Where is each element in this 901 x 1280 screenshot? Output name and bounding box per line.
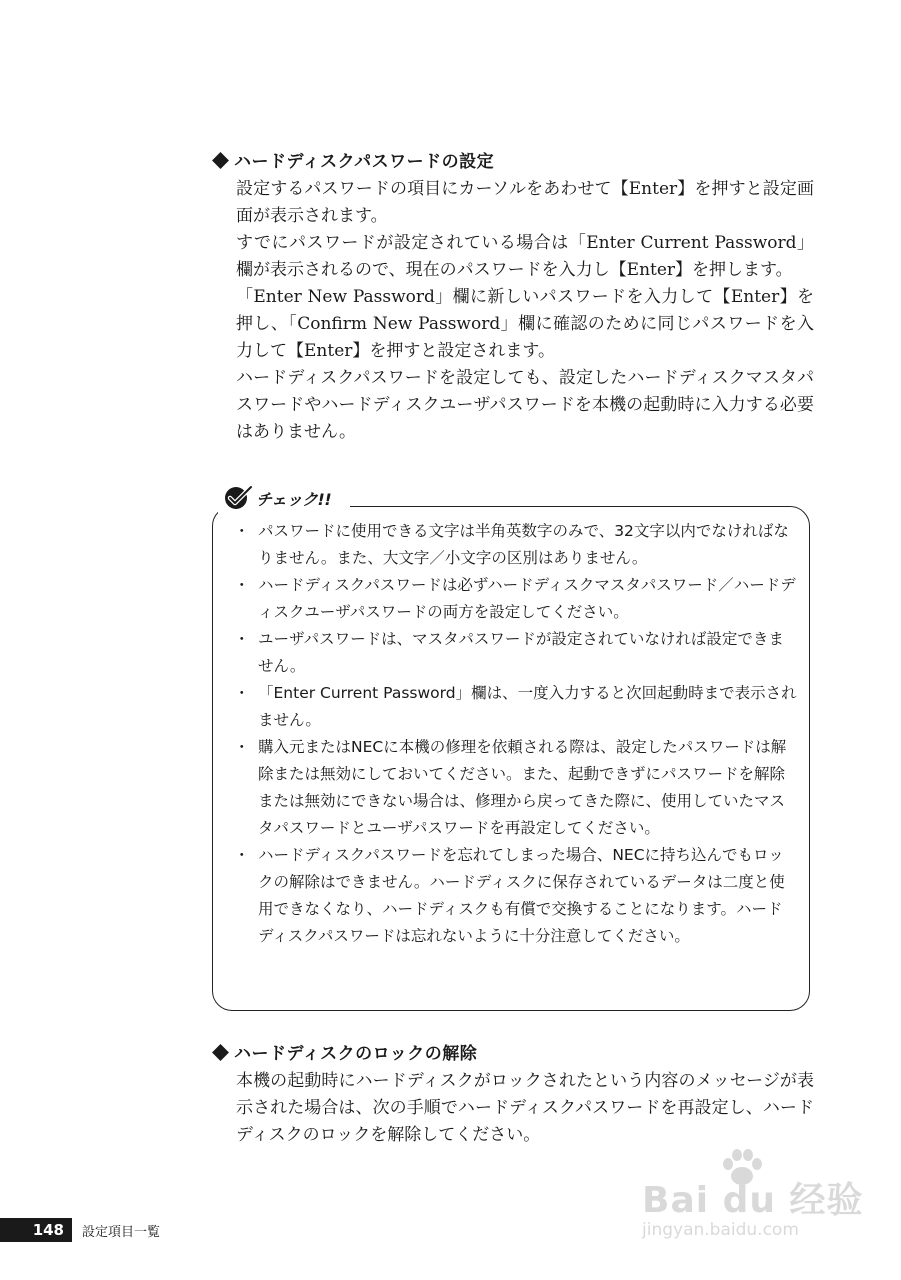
check-list-item: [226, 572, 798, 626]
check-list-item: [226, 842, 798, 950]
section-heading-text: ハードディスクパスワードの設定: [234, 152, 495, 172]
check-item-text: ハードディスクパスワードを忘れてしまった場合、NECに持ち込んでもロックの解除はできません。ハードディスクに保存されているデータは二度と使用できなくなり、ハードディスクも有償で交換することになります。ハードディスクパスワードは忘れないように十分注意してください。: [258, 846, 785, 945]
check-label: チェック!!: [256, 489, 332, 509]
baidu-watermark: [636, 1148, 868, 1244]
body-paragraph: 「Enter New Password」欄に新しいパスワードを入力して【Enter】を押し、「Confirm New Password」欄に確認のために同じパスワードを入力して【Enter】を押すと設定されます。: [236, 287, 814, 361]
section-body-password-setting: [236, 176, 814, 446]
check-list-item: [226, 680, 798, 734]
bullet: ・: [234, 630, 250, 648]
bullet: ・: [234, 738, 250, 756]
watermark-url: jingyan.baidu.com: [642, 1220, 799, 1240]
check-item-text: ハードディスクパスワードは必ずハードディスクマスタパスワード／ハードディスクユーザパスワードの両方を設定してください。: [258, 576, 796, 621]
body-paragraph: ハードディスクパスワードを設定しても、設定したハードディスクマスタパスワードやハードディスクユーザパスワードを本機の起動時に入力する必要はありません。: [236, 368, 814, 442]
bullet: ・: [234, 522, 250, 540]
check-item-text: ユーザパスワードは、マスタパスワードが設定されていなければ設定できません。: [258, 630, 784, 675]
section-heading-lock-release: [211, 1042, 477, 1066]
bullet: ・: [234, 684, 250, 702]
footer-section-title: 設定項目一覧: [82, 1224, 161, 1240]
check-header: [224, 484, 331, 512]
diamond-bullet-icon: [212, 152, 229, 169]
check-list-item: [226, 518, 798, 572]
body-paragraph: 設定するパスワードの項目にカーソルをあわせて【Enter】を押すと設定画面が表示されます。: [236, 179, 814, 226]
body-paragraph: すでにパスワードが設定されている場合は「Enter Current Password」欄が表示されるので、現在のパスワードを入力し【Enter】を押します。: [236, 233, 814, 280]
check-item-text: パスワードに使用できる文字は半角英数字のみで、32文字以内でなければなりません。また、大文字／小文字の区別はありません。: [258, 522, 789, 567]
section-heading-password-setting: [211, 150, 494, 174]
check-item-text: 「Enter Current Password」欄は、一度入力すると次回起動時まで表示されません。: [258, 684, 797, 729]
check-list-item: [226, 626, 798, 680]
page-footer: [0, 1218, 160, 1242]
bullet: ・: [234, 576, 250, 594]
body-paragraph: 本機の起動時にハードディスクがロックされたという内容のメッセージが表示された場合は、次の手順でハードディスクパスワードを再設定し、ハードディスクのロックを解除してください。: [236, 1071, 814, 1145]
section-heading-text: ハードディスクのロックの解除: [234, 1044, 478, 1064]
checkmark-icon: [224, 485, 254, 511]
section-body-lock-release: [236, 1068, 814, 1149]
page-number: 148: [0, 1218, 72, 1242]
check-list-item: [226, 734, 798, 842]
check-item-text: 購入元またはNECに本機の修理を依頼される際は、設定したパスワードは解除または無効にしておいてください。また、起動できずにパスワードを解除または無効にできない場合は、修理から戻ってきた際に、使用していたマスタパスワードとユーザパスワードを再設定してください。: [258, 738, 787, 837]
check-list: [226, 518, 798, 950]
diamond-bullet-icon: [212, 1044, 229, 1061]
watermark-main-text: Bai du 经验: [642, 1180, 864, 1221]
bullet: ・: [234, 846, 250, 864]
